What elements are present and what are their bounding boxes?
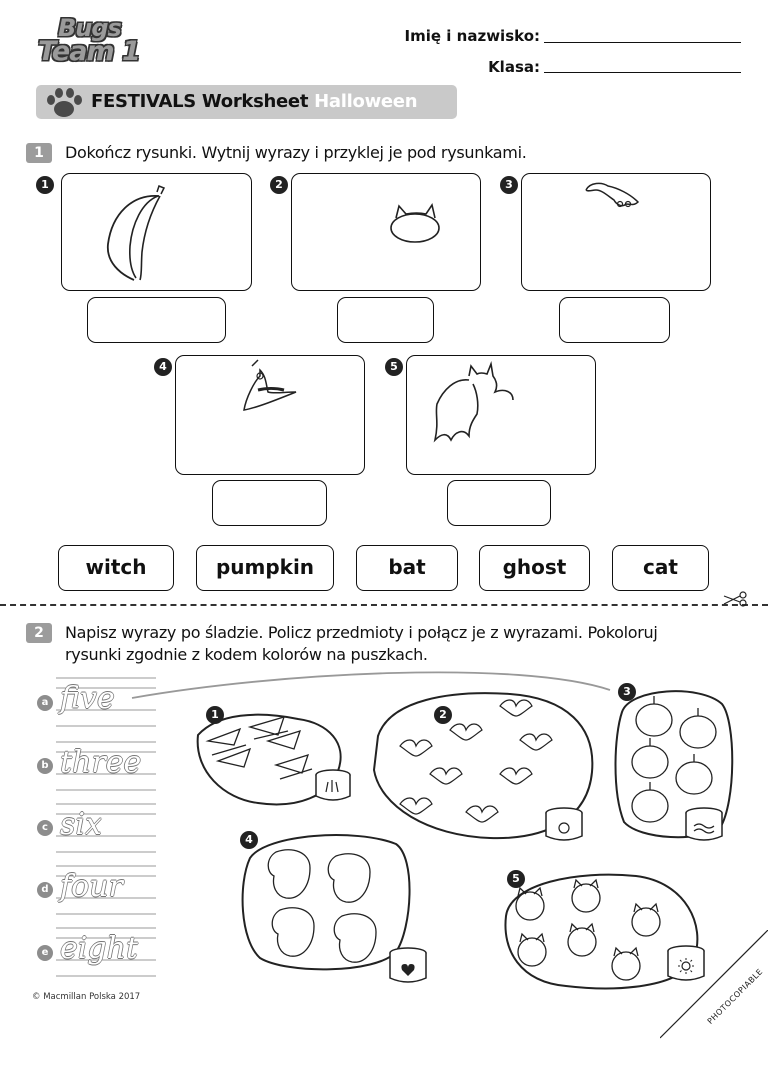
group-2-badge: 2	[434, 706, 452, 724]
picture-5-badge: 5	[385, 358, 403, 376]
exercise-2-instruction-line2: rysunki zgodnie z kodem kolorów na puszkach.	[65, 645, 428, 664]
trace-word-c[interactable]: six	[60, 807, 102, 842]
group-1-badge: 1	[206, 706, 224, 724]
word-card-pumpkin[interactable]: pumpkin	[196, 545, 334, 591]
photocopiable-label: PHOTOCOPIABLE	[705, 967, 765, 1026]
trace-word-d[interactable]: four	[60, 869, 123, 904]
word-card-witch[interactable]: witch	[58, 545, 174, 591]
wave-paint-icon	[684, 806, 724, 844]
logo-line2: Team 1	[38, 36, 140, 67]
exercise-1-number: 1	[26, 143, 52, 163]
exercise-2-number: 2	[26, 623, 52, 643]
cat-sketch-icon	[292, 174, 482, 292]
bat-sketch-icon	[407, 356, 597, 476]
trace-word-b[interactable]: three	[60, 745, 142, 780]
picture-box-3	[521, 173, 711, 291]
pumpkin-sketch-icon	[62, 174, 253, 292]
answer-box-3[interactable]	[559, 297, 670, 343]
answer-box-2[interactable]	[337, 297, 434, 343]
banner-highlight: Halloween	[314, 91, 418, 112]
logo-line1: Bugs	[58, 14, 121, 42]
picture-3-badge: 3	[500, 176, 518, 194]
exercise-1-instruction: Dokończ rysunki. Wytnij wyrazy i przyklej je pod rysunkami.	[65, 143, 527, 162]
answer-box-4[interactable]	[212, 480, 327, 526]
letter-d: d	[37, 882, 53, 898]
circle-paint-icon	[544, 806, 584, 844]
letter-c: c	[37, 820, 53, 836]
class-field[interactable]	[544, 72, 741, 73]
word-card-bat[interactable]: bat	[356, 545, 458, 591]
name-field[interactable]	[544, 42, 741, 43]
picture-box-5	[406, 355, 596, 475]
scissors-icon	[722, 590, 750, 608]
word-card-cat[interactable]: cat	[612, 545, 709, 591]
name-label: Imię i nazwisko:	[404, 27, 540, 45]
worksheet-banner	[36, 85, 457, 119]
picture-box-1	[61, 173, 252, 291]
copyright: © Macmillan Polska 2017	[32, 992, 141, 1002]
group-4-badge: 4	[240, 831, 258, 849]
picture-2-badge: 2	[270, 176, 288, 194]
answer-box-5[interactable]	[447, 480, 551, 526]
trace-word-e[interactable]: eight	[60, 931, 138, 966]
cut-line	[0, 604, 768, 606]
letter-e: e	[37, 945, 53, 961]
letter-b: b	[37, 758, 53, 774]
ghost-sketch-icon	[522, 174, 712, 292]
bugs-team-logo	[36, 14, 148, 70]
group-3-badge: 3	[618, 683, 636, 701]
answer-box-1[interactable]	[87, 297, 226, 343]
picture-1-badge: 1	[36, 176, 54, 194]
trace-word-a[interactable]: five	[60, 681, 115, 716]
witch-hat-sketch-icon	[176, 356, 366, 476]
grass-paint-icon	[314, 768, 352, 804]
paw-icon	[42, 87, 86, 119]
photocopiable-corner	[660, 930, 768, 1070]
word-card-ghost[interactable]: ghost	[479, 545, 590, 591]
picture-box-4	[175, 355, 365, 475]
picture-box-2	[291, 173, 481, 291]
exercise-2-instruction-line1: Napisz wyrazy po śladzie. Policz przedmioty i połącz je z wyrazami. Pokoloruj	[65, 623, 658, 642]
banner-title: FESTIVALS Worksheet Halloween	[91, 91, 418, 112]
heart-paint-icon	[388, 946, 428, 986]
group-5-badge: 5	[507, 870, 525, 888]
letter-a: a	[37, 695, 53, 711]
picture-4-badge: 4	[154, 358, 172, 376]
class-label: Klasa:	[488, 58, 540, 76]
